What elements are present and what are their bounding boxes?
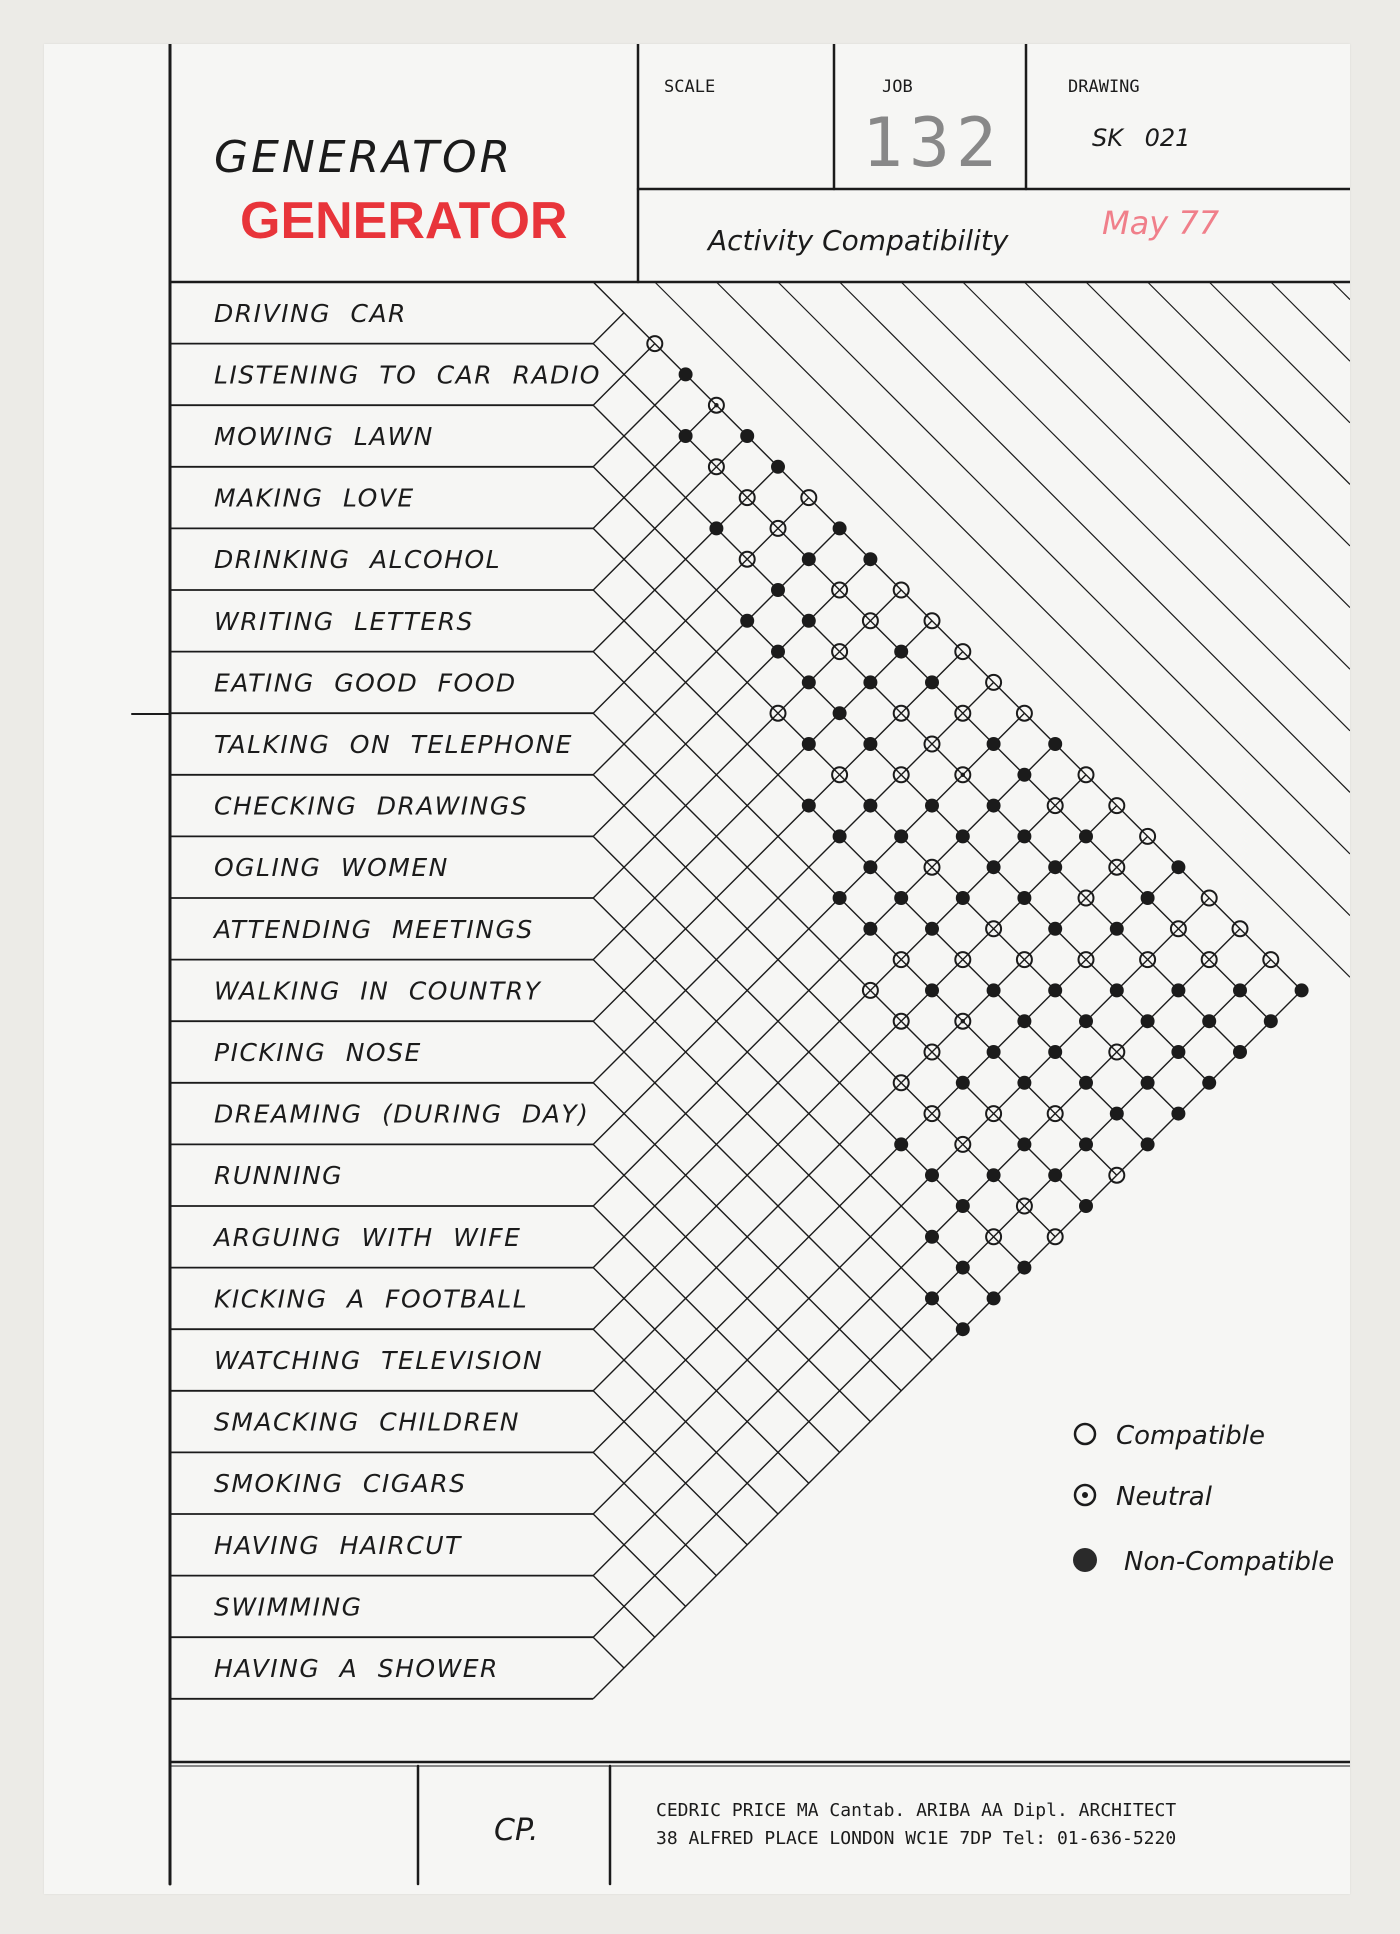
mark-neutral-dot xyxy=(714,403,718,407)
grid-line xyxy=(593,559,870,836)
mark-non-compatible xyxy=(1017,1076,1031,1090)
hatch-line xyxy=(655,282,1350,977)
mark-non-compatible xyxy=(1048,1045,1062,1059)
mark-non-compatible xyxy=(987,983,1001,997)
mark-non-compatible xyxy=(1110,922,1124,936)
mark-non-compatible xyxy=(1141,1137,1155,1151)
mark-non-compatible xyxy=(1110,1107,1124,1121)
mark-non-compatible xyxy=(1079,1199,1093,1213)
mark-non-compatible xyxy=(1171,1045,1185,1059)
drawing-svg xyxy=(44,44,1350,1894)
mark-non-compatible xyxy=(833,706,847,720)
mark-non-compatible xyxy=(925,1168,939,1182)
grid-line xyxy=(593,744,1055,1206)
activity-label: CHECKING DRAWINGS xyxy=(214,791,529,821)
mark-non-compatible xyxy=(925,1291,939,1305)
mark-non-compatible xyxy=(802,799,816,813)
mark-non-compatible xyxy=(925,799,939,813)
mark-non-compatible xyxy=(1233,983,1247,997)
legend-compatible-label: Compatible xyxy=(1116,1421,1265,1451)
activity-label: KICKING A FOOTBALL xyxy=(214,1284,529,1314)
grid-line xyxy=(593,436,747,590)
mark-non-compatible xyxy=(894,829,908,843)
legend-neutral-label: Neutral xyxy=(1116,1482,1212,1512)
activity-label: MOWING LAWN xyxy=(214,422,434,451)
mark-non-compatible xyxy=(894,645,908,659)
mark-non-compatible xyxy=(1171,983,1185,997)
mark-non-compatible xyxy=(1017,891,1031,905)
activity-label: MAKING LOVE xyxy=(214,483,415,513)
grid-line xyxy=(593,806,1117,1330)
hatch-line xyxy=(1271,282,1350,361)
mark-non-compatible xyxy=(1079,1014,1093,1028)
mark-non-compatible xyxy=(1017,1261,1031,1275)
mark-non-compatible xyxy=(1017,1014,1031,1028)
grid-line xyxy=(593,282,1301,990)
drawing-sheet xyxy=(44,44,1350,1894)
mark-non-compatible xyxy=(1048,737,1062,751)
legend-compatible-icon xyxy=(1075,1424,1095,1444)
mark-non-compatible xyxy=(925,922,939,936)
mark-non-compatible xyxy=(740,429,754,443)
grid-line xyxy=(593,1144,870,1421)
grid-line xyxy=(593,1268,809,1484)
drawing-number: SK 021 xyxy=(1092,124,1191,152)
mark-non-compatible xyxy=(987,860,1001,874)
mark-non-compatible xyxy=(1233,1045,1247,1059)
mark-non-compatible xyxy=(1079,829,1093,843)
activity-label: RUNNING xyxy=(214,1161,344,1191)
activity-label: WATCHING TELEVISION xyxy=(214,1346,544,1375)
legend-neutral-dot-icon xyxy=(1082,1492,1088,1498)
grid-line xyxy=(593,498,809,714)
mark-non-compatible xyxy=(863,552,877,566)
mark-non-compatible xyxy=(925,675,939,689)
hatch-line xyxy=(901,282,1350,731)
mark-non-compatible xyxy=(987,799,1001,813)
mark-non-compatible xyxy=(1017,768,1031,782)
mark-non-compatible xyxy=(1110,983,1124,997)
job-label: JOB xyxy=(882,77,913,97)
drawing-label: DRAWING xyxy=(1068,77,1140,97)
mark-non-compatible xyxy=(1171,860,1185,874)
mark-non-compatible xyxy=(1048,860,1062,874)
mark-non-compatible xyxy=(1141,891,1155,905)
mark-neutral-dot xyxy=(961,1019,965,1023)
mark-non-compatible xyxy=(1017,829,1031,843)
mark-non-compatible xyxy=(771,645,785,659)
mark-non-compatible xyxy=(679,367,693,381)
hatch-line xyxy=(963,282,1350,669)
mark-non-compatible xyxy=(1141,1076,1155,1090)
mark-non-compatible xyxy=(1141,1014,1155,1028)
activity-label: HAVING A SHOWER xyxy=(214,1654,499,1683)
mark-non-compatible xyxy=(987,1168,1001,1182)
mark-non-compatible xyxy=(863,922,877,936)
activity-label: DREAMING (DURING DAY) xyxy=(214,1099,590,1129)
activity-label: DRIVING CAR xyxy=(214,298,407,328)
grid-line xyxy=(593,313,624,344)
mark-non-compatible xyxy=(863,675,877,689)
mark-non-compatible xyxy=(771,460,785,474)
grid-line xyxy=(593,621,932,960)
mark-non-compatible xyxy=(956,1322,970,1336)
hatch-line xyxy=(716,282,1350,916)
mark-non-compatible xyxy=(987,1045,1001,1059)
grid-line xyxy=(593,1637,624,1668)
activity-label: SMOKING CIGARS xyxy=(214,1469,467,1499)
grid-line xyxy=(593,1514,685,1606)
legend-non-compatible-icon xyxy=(1073,1548,1097,1572)
mark-non-compatible xyxy=(833,891,847,905)
activity-label: LISTENING TO CAR RADIO xyxy=(214,360,601,390)
activity-label: SMACKING CHILDREN xyxy=(214,1407,520,1437)
activity-label: ATTENDING MEETINGS xyxy=(214,914,534,944)
mark-non-compatible xyxy=(956,1261,970,1275)
hatch-line xyxy=(1148,282,1350,484)
grid-line xyxy=(593,1021,932,1360)
mark-non-compatible xyxy=(925,1230,939,1244)
hatch-line xyxy=(840,282,1350,792)
activity-label: TALKING ON TELEPHONE xyxy=(214,730,573,759)
mark-non-compatible xyxy=(802,552,816,566)
grid-line xyxy=(593,1391,747,1545)
hatch-line xyxy=(1332,282,1350,300)
hatch-line xyxy=(778,282,1350,854)
grid-line xyxy=(593,775,1055,1237)
mark-non-compatible xyxy=(833,521,847,535)
mark-non-compatible xyxy=(987,1291,1001,1305)
mark-non-compatible xyxy=(863,799,877,813)
grid-line xyxy=(593,374,685,466)
mark-non-compatible xyxy=(863,860,877,874)
mark-non-compatible xyxy=(956,1199,970,1213)
mark-non-compatible xyxy=(1171,1107,1185,1121)
mark-non-compatible xyxy=(740,614,754,628)
hatch-line xyxy=(1209,282,1350,423)
mark-non-compatible xyxy=(894,1137,908,1151)
activity-label: WALKING IN COUNTRY xyxy=(214,976,542,1006)
mark-non-compatible xyxy=(956,829,970,843)
architect-line-1: CEDRIC PRICE MA Cantab. ARIBA AA Dipl. ARCHITECT xyxy=(656,1800,1177,1821)
mark-non-compatible xyxy=(1017,1137,1031,1151)
activity-label: EATING GOOD FOOD xyxy=(214,668,517,698)
mark-non-compatible xyxy=(925,983,939,997)
project-stamp: GENERATOR xyxy=(240,192,568,250)
mark-non-compatible xyxy=(833,829,847,843)
activity-label: HAVING HAIRCUT xyxy=(214,1530,462,1560)
activity-label: WRITING LETTERS xyxy=(214,606,474,636)
activity-label: PICKING NOSE xyxy=(214,1038,422,1067)
mark-non-compatible xyxy=(863,737,877,751)
mark-non-compatible xyxy=(1048,1168,1062,1182)
mark-non-compatible xyxy=(1048,983,1062,997)
job-number: 132 xyxy=(862,104,1003,183)
mark-non-compatible xyxy=(894,891,908,905)
grid-line xyxy=(593,990,1301,1698)
activity-labels xyxy=(212,299,601,1683)
mark-non-compatible xyxy=(987,737,1001,751)
mark-non-compatible xyxy=(1295,983,1309,997)
mark-non-compatible xyxy=(802,737,816,751)
mark-non-compatible xyxy=(679,429,693,443)
activity-label: DRINKING ALCOHOL xyxy=(214,545,502,575)
mark-non-compatible xyxy=(771,583,785,597)
mark-non-compatible xyxy=(956,1076,970,1090)
grid-line xyxy=(593,652,1117,1176)
grid-line xyxy=(593,682,993,1082)
activity-label: SWIMMING xyxy=(214,1592,363,1622)
activity-label: OGLING WOMEN xyxy=(214,853,449,883)
mark-non-compatible xyxy=(802,675,816,689)
mark-non-compatible xyxy=(1079,1137,1093,1151)
mark-neutral-dot xyxy=(961,773,965,777)
mark-non-compatible xyxy=(802,614,816,628)
mark-non-compatible xyxy=(1264,1014,1278,1028)
hatch-line xyxy=(1024,282,1350,608)
activity-label: ARGUING WITH WIFE xyxy=(214,1222,522,1252)
mark-non-compatible xyxy=(709,521,723,535)
drawing-subject: Activity Compatibility xyxy=(708,224,1009,257)
project-handwritten: GENERATOR xyxy=(214,132,514,183)
architect-line-2: 38 ALFRED PLACE LONDON WC1E 7DP Tel: 01-636-5220 xyxy=(656,1828,1177,1849)
mark-non-compatible xyxy=(1202,1014,1216,1028)
mark-non-compatible xyxy=(956,891,970,905)
mark-non-compatible xyxy=(1048,922,1062,936)
mark-non-compatible xyxy=(1202,1076,1216,1090)
mark-non-compatible xyxy=(1079,1076,1093,1090)
drawing-date: May 77 xyxy=(1102,204,1220,242)
legend-non-compatible-label: Non-Compatible xyxy=(1124,1547,1335,1577)
scale-label: SCALE xyxy=(664,77,716,97)
architect-initials: CP. xyxy=(494,1813,539,1848)
